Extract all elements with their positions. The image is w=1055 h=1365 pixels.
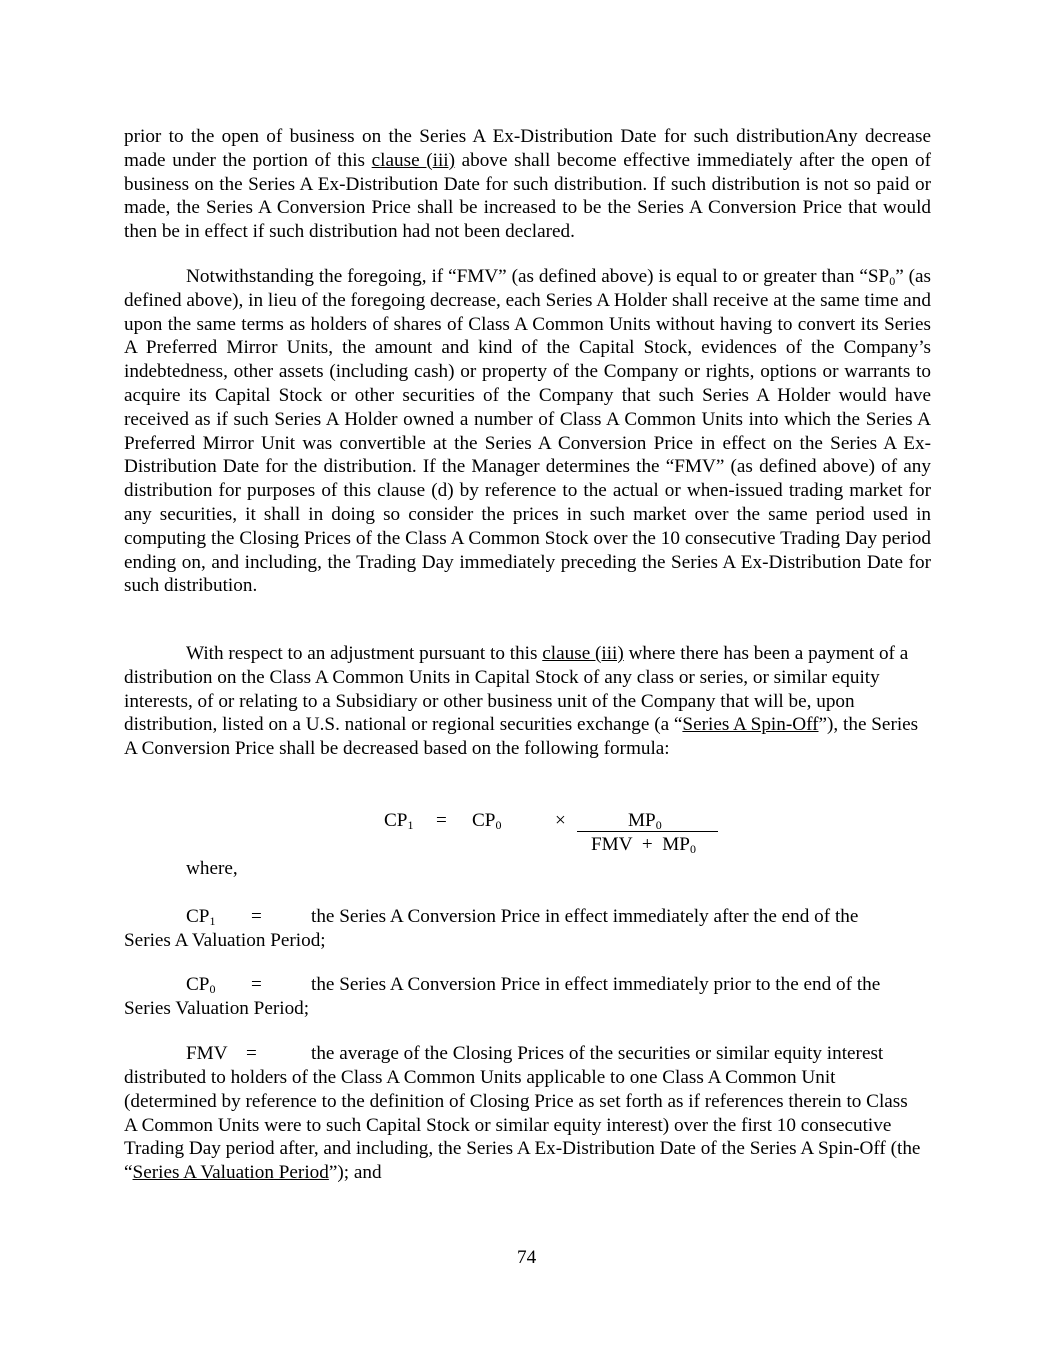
definition-text: the Series A Conversion Price in effect immediately prior to the end of the bbox=[311, 974, 881, 995]
definition-text-continued: distributed to holders of the Class A Common Units applicable to one Class A Common Unit (determined by reference to the definition of Closing Price as set forth as if references therein to Class A Common Units were to such Capital Stock or similar equity interest) over the first 10 consecutive Trading Day period after, and including, the Series A Ex-Distribution Date of the Series A Spin-Off (the “Series A Valuation Period”); and bbox=[124, 1067, 921, 1184]
definition-text-continued: Series A Valuation Period; bbox=[124, 930, 326, 951]
clause-reference: clause (iii) bbox=[371, 149, 456, 171]
definition-term: $CP_1$ bbox=[186, 906, 216, 928]
formula-denominator: FMV + $MP_0$ bbox=[591, 834, 696, 856]
paragraph-distribution-effective: prior to the open of business on the Series A Ex-Distribution Date for such distributionAny decrease made under the portion of this clause (iii) above shall become effective immediately after the open of business on the Series A Ex-Distribution Date for such distribution. If such distribution is not so paid or made, the Series A Conversion Price shall be increased to be the Series A Conversion Price that would then be in effect if such distribution had not been declared. bbox=[124, 126, 932, 243]
definition-equals: = bbox=[251, 974, 262, 995]
formula-times: × bbox=[555, 810, 566, 831]
definition-equals: = bbox=[251, 906, 262, 927]
where-label: where, bbox=[186, 858, 238, 879]
defined-term-valuation-period: Series A Valuation Period bbox=[132, 1162, 329, 1184]
definition-equals: = bbox=[246, 1043, 257, 1064]
definition-text: the Series A Conversion Price in effect immediately after the end of the bbox=[311, 906, 859, 927]
definition-text-continued: Series Valuation Period; bbox=[124, 998, 310, 1019]
fraction-bar bbox=[577, 831, 718, 832]
formula-cp1: $CP_1$ bbox=[384, 810, 414, 832]
clause-reference: clause (iii) bbox=[542, 643, 624, 664]
paragraph-spin-off-adjustment: With respect to an adjustment pursuant to this clause (iii) where there has been a payment of a distribution on the Class A Common Units in Capital Stock of any class or series, or similar equity interests, of or relating to a Subsidiary or other business unit of the Company that will be, upon distribution, listed on a U.S. national or regional securities exchange (a “Series A Spin-Off”), the Series A Conversion Price shall be decreased based on the following formula: bbox=[124, 643, 919, 760]
formula-equals: = bbox=[436, 810, 447, 831]
page-number: 74 bbox=[517, 1247, 537, 1268]
formula-numerator: $MP_0$ bbox=[628, 810, 662, 832]
definition-term: $CP_0$ bbox=[186, 974, 216, 996]
formula-cp0: $CP_0$ bbox=[472, 810, 502, 832]
definition-text: the average of the Closing Prices of the securities or similar equity interest bbox=[311, 1043, 884, 1064]
defined-term-spin-off: Series A Spin-Off bbox=[682, 714, 819, 736]
paragraph-notwithstanding: Notwithstanding the foregoing, if “FMV” (as defined above) is equal to or greater than “$SP_0$” (as defined above), in lieu of the foregoing decrease, each Series A Holder shall receive at the same time and upon the same terms as holders of shares of Class A Common Units without having to convert its Series A Preferred Mirror Units, the amount and kind of the Capital Stock, evidences of the Company’s indebtedness, other assets (including cash) or property of the Company or rights, options or warrants to acquire its Capital Stock or other securities of the Company that such Series A Holder would have received as if such Series A Holder owned a number of Class A Common Units into which the Series A Preferred Mirror Unit was convertible at the Series A Conversion Price in effect on the Series A Ex-Distribution Date for the distribution. If the Manager determines the “FMV” (as defined above) of any distribution for purposes of this clause (d) by reference to the actual or when-issued trading market for any securities, it shall in doing so consider the prices in such market over the same period used in computing the Closing Prices of the Class A Common Stock over the 10 consecutive Trading Day period ending on, and including, the Trading Day immediately preceding the Series A Ex-Distribution Date for such distribution. bbox=[124, 266, 931, 597]
definition-term: FMV bbox=[186, 1043, 228, 1064]
